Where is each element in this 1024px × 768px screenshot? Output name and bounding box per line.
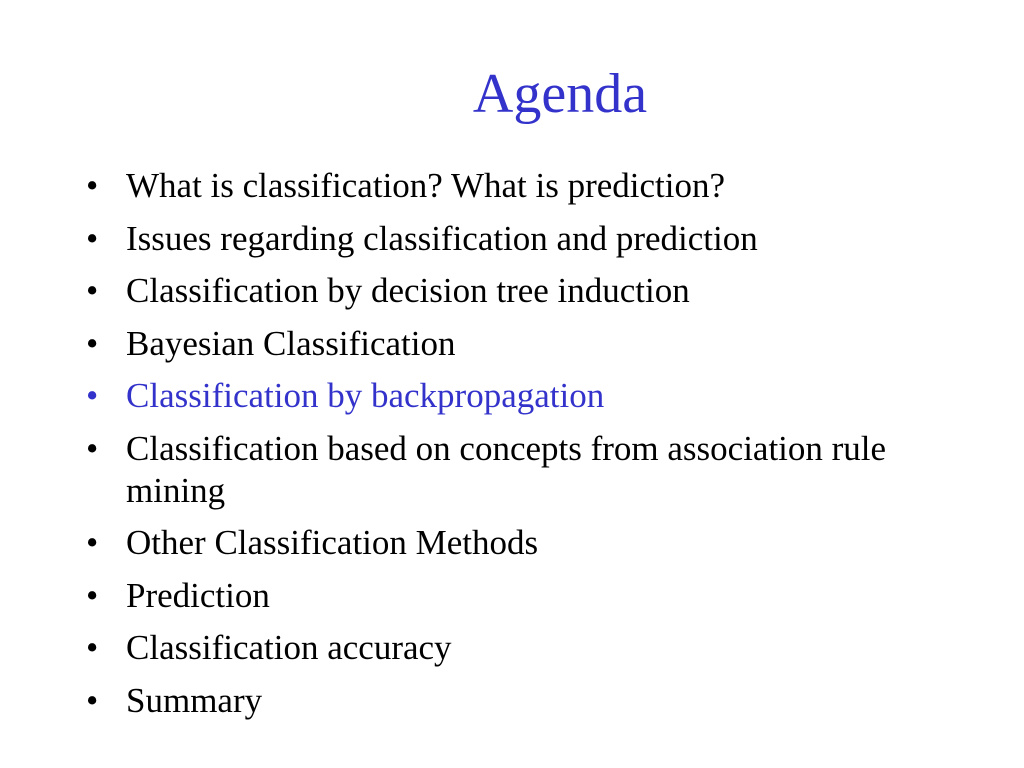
agenda-item [0, 680, 1024, 722]
agenda-item-text: Classification based on concepts from association rule mining [126, 428, 887, 510]
agenda-item [0, 575, 1024, 617]
agenda-item [0, 323, 1024, 365]
slide-title: Agenda [472, 63, 648, 125]
agenda-item-text: Classification accuracy [126, 628, 452, 667]
bullet-icon: • [86, 376, 99, 415]
agenda-item-text: Classification by decision tree induction [126, 271, 690, 310]
agenda-item-text: Issues regarding classification and prediction [126, 218, 758, 258]
agenda-item-text: Bayesian Classification [126, 323, 456, 363]
agenda-item-text: Classification by backpropagation [126, 376, 605, 415]
agenda-item-text: Summary [126, 680, 263, 720]
agenda-item [0, 218, 1024, 260]
agenda-item [0, 522, 1024, 564]
bullet-icon: • [86, 323, 99, 363]
bullet-icon: • [86, 166, 99, 205]
agenda-item [0, 270, 1024, 312]
agenda-item [0, 627, 1024, 669]
agenda-item-text: Prediction [126, 575, 270, 615]
bullet-icon: • [86, 680, 99, 720]
agenda-list [0, 165, 1024, 732]
bullet-icon: • [86, 523, 99, 562]
bullet-icon: • [86, 575, 99, 615]
bullet-icon: • [86, 628, 99, 667]
bullet-icon: • [86, 271, 99, 310]
agenda-item-text: Other Classification Methods [126, 523, 539, 562]
agenda-item [0, 375, 1024, 417]
agenda-item [0, 428, 1024, 512]
bullet-icon: • [86, 428, 99, 468]
agenda-item [0, 165, 1024, 207]
agenda-item-text: What is classification? What is prediction? [126, 166, 726, 205]
bullet-icon: • [86, 218, 99, 258]
